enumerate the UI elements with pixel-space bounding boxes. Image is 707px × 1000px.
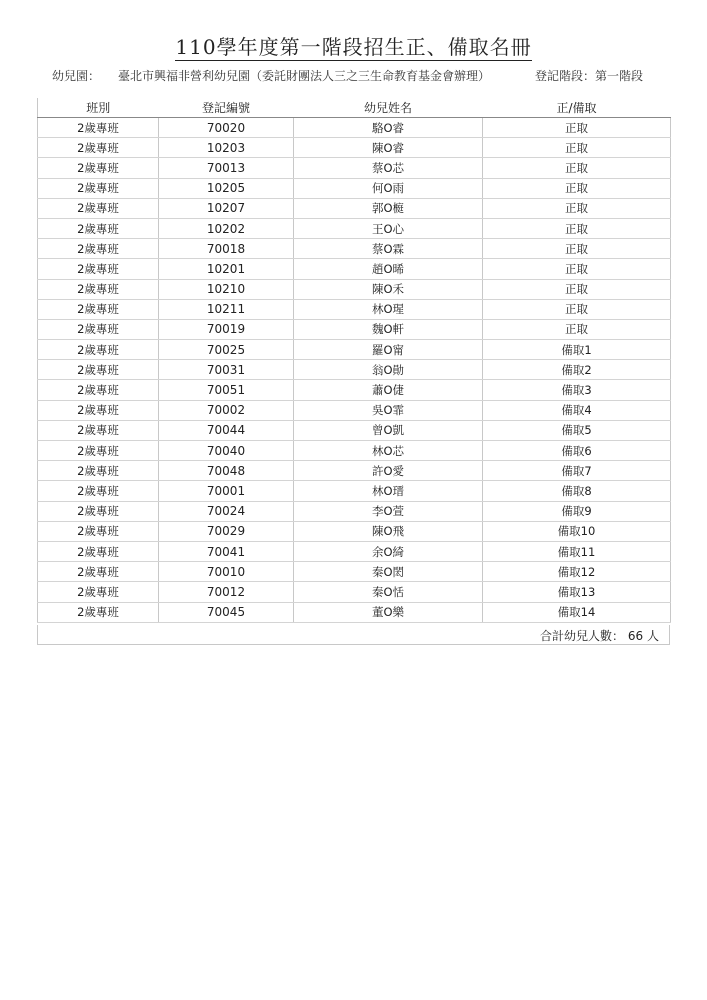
- cell-class: 2歲專班: [38, 380, 159, 400]
- total-unit: 人: [646, 629, 659, 643]
- document-title: 110學年度第一階段招生正、備取名冊: [175, 35, 532, 59]
- kindergarten-name: 臺北市興福非營利幼兒園（委託財團法人三之三生命教育基金會辦理）: [118, 69, 491, 83]
- cell-child-name: 蔡O霖: [294, 239, 483, 259]
- cell-child-name: 秦O閎: [294, 562, 483, 582]
- cell-reg-no: 70051: [159, 380, 294, 400]
- cell-status: 備取2: [483, 360, 671, 380]
- table-header-row: [38, 98, 671, 118]
- cell-status: 備取4: [483, 400, 671, 420]
- cell-child-name: 余O綺: [294, 541, 483, 561]
- cell-child-name: 吳O霏: [294, 400, 483, 420]
- cell-reg-no: 10207: [159, 198, 294, 218]
- header-status: 正/備取: [483, 98, 671, 118]
- header-class: 班別: [38, 98, 159, 118]
- cell-status: 正取: [483, 158, 671, 178]
- cell-class: 2歲專班: [38, 279, 159, 299]
- cell-child-name: 李O萱: [294, 501, 483, 521]
- table-row: [38, 360, 671, 380]
- cell-reg-no: 70048: [159, 461, 294, 481]
- total-count: 66: [627, 629, 644, 643]
- table-row: [38, 602, 671, 622]
- kindergarten-label: 幼兒園：: [52, 69, 101, 83]
- cell-child-name: 何O雨: [294, 178, 483, 198]
- total-label: 合計幼兒人數：: [540, 629, 625, 643]
- table-row: [38, 218, 671, 238]
- table-row: [38, 481, 671, 501]
- cell-status: 備取10: [483, 521, 671, 541]
- kindergarten-info: [52, 67, 490, 84]
- cell-child-name: 林O瑆: [294, 299, 483, 319]
- cell-class: 2歲專班: [38, 158, 159, 178]
- cell-status: 備取14: [483, 602, 671, 622]
- table-row: [38, 138, 671, 158]
- cell-child-name: 曾O凱: [294, 420, 483, 440]
- cell-class: 2歲專班: [38, 340, 159, 360]
- cell-status: 備取9: [483, 501, 671, 521]
- cell-status: 正取: [483, 218, 671, 238]
- cell-status: 備取12: [483, 562, 671, 582]
- cell-status: 正取: [483, 138, 671, 158]
- cell-reg-no: 70012: [159, 582, 294, 602]
- table-row: [38, 582, 671, 602]
- cell-reg-no: 70002: [159, 400, 294, 420]
- cell-status: 正取: [483, 118, 671, 138]
- stage-info: [535, 67, 643, 84]
- table-row: [38, 158, 671, 178]
- cell-class: 2歲專班: [38, 319, 159, 339]
- cell-child-name: 翁O勛: [294, 360, 483, 380]
- cell-class: 2歲專班: [38, 481, 159, 501]
- table-row: [38, 380, 671, 400]
- roster-table: [37, 98, 671, 623]
- cell-reg-no: 70001: [159, 481, 294, 501]
- cell-class: 2歲專班: [38, 360, 159, 380]
- cell-class: 2歲專班: [38, 118, 159, 138]
- cell-class: 2歲專班: [38, 521, 159, 541]
- cell-reg-no: 70031: [159, 360, 294, 380]
- cell-child-name: 駱O睿: [294, 118, 483, 138]
- cell-child-name: 王O心: [294, 218, 483, 238]
- table-row: [38, 118, 671, 138]
- cell-child-name: 趙O晞: [294, 259, 483, 279]
- table-row: [38, 521, 671, 541]
- cell-status: 正取: [483, 239, 671, 259]
- cell-child-name: 秦O恬: [294, 582, 483, 602]
- cell-child-name: 林O芯: [294, 441, 483, 461]
- table-row: [38, 178, 671, 198]
- header-child-name: 幼兒姓名: [294, 98, 483, 118]
- cell-reg-no: 70020: [159, 118, 294, 138]
- table-row: [38, 400, 671, 420]
- cell-status: 正取: [483, 178, 671, 198]
- cell-reg-no: 70025: [159, 340, 294, 360]
- cell-status: 正取: [483, 299, 671, 319]
- total-row: [37, 625, 670, 645]
- cell-child-name: 董O樂: [294, 602, 483, 622]
- cell-reg-no: 70018: [159, 239, 294, 259]
- cell-reg-no: 70041: [159, 541, 294, 561]
- table-row: [38, 198, 671, 218]
- cell-status: 備取3: [483, 380, 671, 400]
- cell-class: 2歲專班: [38, 441, 159, 461]
- cell-reg-no: 10203: [159, 138, 294, 158]
- cell-status: 備取6: [483, 441, 671, 461]
- table-row: [38, 461, 671, 481]
- cell-reg-no: 10211: [159, 299, 294, 319]
- cell-reg-no: 10201: [159, 259, 294, 279]
- cell-reg-no: 10202: [159, 218, 294, 238]
- cell-status: 備取7: [483, 461, 671, 481]
- cell-status: 正取: [483, 279, 671, 299]
- cell-status: 備取5: [483, 420, 671, 440]
- cell-status: 備取13: [483, 582, 671, 602]
- cell-child-name: 蔡O芯: [294, 158, 483, 178]
- cell-reg-no: 70024: [159, 501, 294, 521]
- stage-value: 第一階段: [595, 69, 644, 83]
- cell-reg-no: 70019: [159, 319, 294, 339]
- table-row: [38, 562, 671, 582]
- cell-status: 備取11: [483, 541, 671, 561]
- header-reg-no: 登記編號: [159, 98, 294, 118]
- cell-class: 2歲專班: [38, 562, 159, 582]
- cell-child-name: 蕭O倢: [294, 380, 483, 400]
- table-row: [38, 319, 671, 339]
- table-row: [38, 279, 671, 299]
- cell-reg-no: 70044: [159, 420, 294, 440]
- cell-class: 2歲專班: [38, 218, 159, 238]
- cell-status: 正取: [483, 259, 671, 279]
- total-text: [540, 627, 659, 644]
- cell-class: 2歲專班: [38, 299, 159, 319]
- cell-child-name: 羅O甯: [294, 340, 483, 360]
- cell-reg-no: 70013: [159, 158, 294, 178]
- cell-class: 2歲專班: [38, 178, 159, 198]
- cell-child-name: 陳O睿: [294, 138, 483, 158]
- cell-child-name: 魏O軒: [294, 319, 483, 339]
- cell-class: 2歲專班: [38, 239, 159, 259]
- cell-class: 2歲專班: [38, 420, 159, 440]
- cell-child-name: 林O瑨: [294, 481, 483, 501]
- cell-class: 2歲專班: [38, 602, 159, 622]
- cell-class: 2歲專班: [38, 501, 159, 521]
- cell-class: 2歲專班: [38, 198, 159, 218]
- stage-label: 登記階段：: [535, 69, 596, 83]
- table-row: [38, 441, 671, 461]
- cell-class: 2歲專班: [38, 138, 159, 158]
- cell-class: 2歲專班: [38, 400, 159, 420]
- cell-reg-no: 10205: [159, 178, 294, 198]
- cell-child-name: 陳O禾: [294, 279, 483, 299]
- cell-reg-no: 70029: [159, 521, 294, 541]
- cell-reg-no: 70045: [159, 602, 294, 622]
- cell-child-name: 許O愛: [294, 461, 483, 481]
- cell-class: 2歲專班: [38, 461, 159, 481]
- cell-reg-no: 70040: [159, 441, 294, 461]
- cell-class: 2歲專班: [38, 259, 159, 279]
- cell-status: 備取8: [483, 481, 671, 501]
- cell-status: 備取1: [483, 340, 671, 360]
- cell-status: 正取: [483, 198, 671, 218]
- table-row: [38, 299, 671, 319]
- table-row: [38, 239, 671, 259]
- cell-reg-no: 70010: [159, 562, 294, 582]
- cell-reg-no: 10210: [159, 279, 294, 299]
- cell-status: 正取: [483, 319, 671, 339]
- cell-child-name: 郭O榳: [294, 198, 483, 218]
- table-row: [38, 541, 671, 561]
- table-row: [38, 259, 671, 279]
- table-row: [38, 501, 671, 521]
- cell-child-name: 陳O飛: [294, 521, 483, 541]
- cell-class: 2歲專班: [38, 582, 159, 602]
- cell-class: 2歲專班: [38, 541, 159, 561]
- roster-body: [38, 118, 671, 623]
- table-row: [38, 340, 671, 360]
- table-row: [38, 420, 671, 440]
